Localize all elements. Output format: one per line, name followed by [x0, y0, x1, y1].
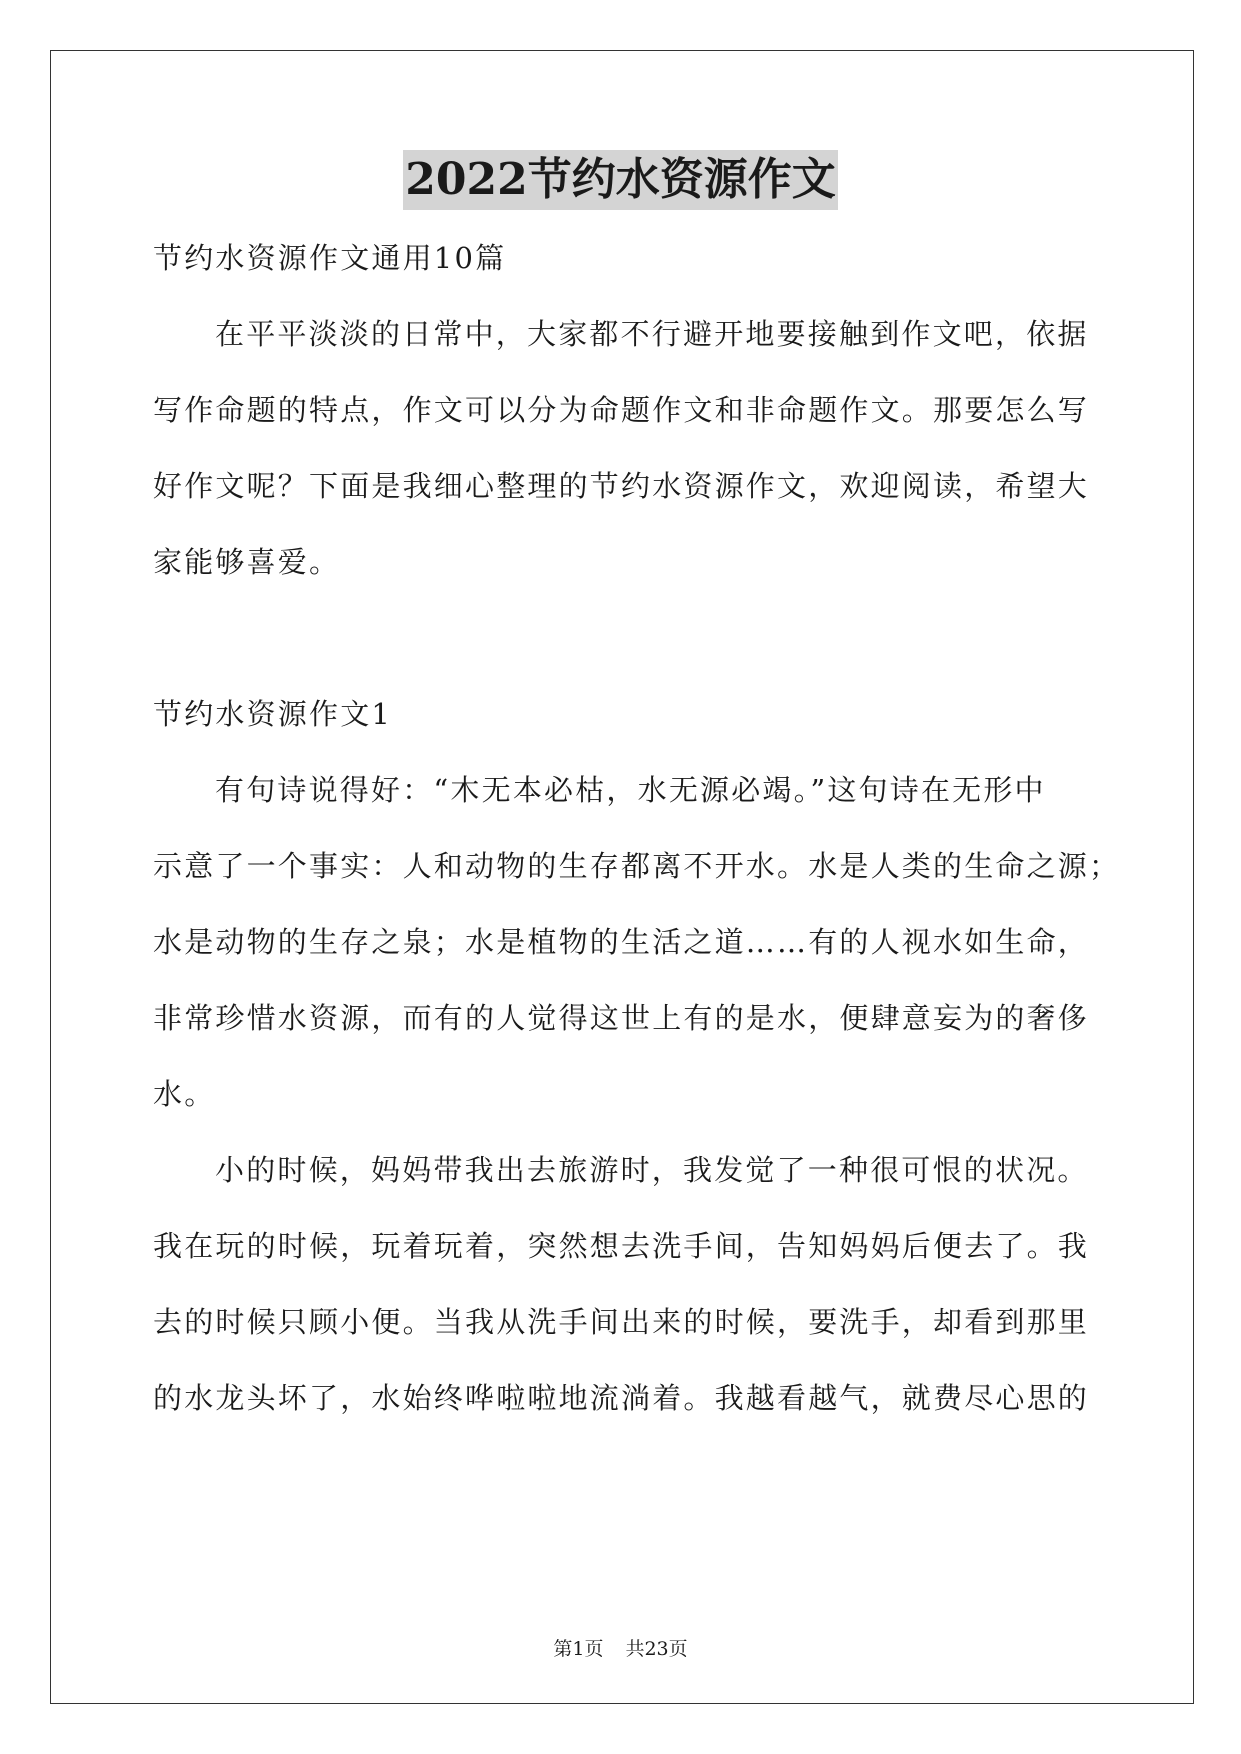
- blank-line: [153, 606, 1095, 682]
- text-line: 示意了一个事实：人和动物的生存都离不开水。水是人类的生命之源；: [153, 849, 1121, 883]
- document-title: 2022节约水资源作文: [403, 150, 837, 210]
- text-line: 好作文呢？下面是我细心整理的节约水资源作文，欢迎阅读，希望大: [153, 469, 1090, 503]
- text-line: 我在玩的时候，玩着玩着，突然想去洗手间，告知妈妈后便去了。我: [153, 1229, 1090, 1263]
- page-number: 第1页: [553, 1638, 604, 1660]
- text-line: 小的时候，妈妈带我出去旅游时，我发觉了一种很可恨的状况。: [215, 1153, 1089, 1187]
- title-container: [0, 150, 1241, 210]
- text-line: 的水龙头坏了，水始终哗啦啦地流淌着。我越看越气，就费尽心思的: [153, 1381, 1090, 1415]
- text-line: 家能够喜爱。: [153, 545, 341, 579]
- text-line: 有句诗说得好：“木无本必枯，水无源必竭。”这句诗在无形中: [215, 773, 1046, 807]
- section-heading: 节约水资源作文1: [153, 697, 393, 731]
- text-line: 节约水资源作文通用10篇: [153, 241, 507, 275]
- document-body: [153, 226, 1121, 1442]
- text-line: 水。: [153, 1077, 216, 1111]
- text-line: 写作命题的特点，作文可以分为命题作文和非命题作文。那要怎么写: [153, 393, 1090, 427]
- page-footer: [0, 1634, 1241, 1661]
- page-total: 共23页: [625, 1638, 688, 1660]
- text-line: 非常珍惜水资源，而有的人觉得这世上有的是水，便肆意妄为的奢侈: [153, 1001, 1090, 1035]
- text-line: 去的时候只顾小便。当我从洗手间出来的时候，要洗手，却看到那里: [153, 1305, 1090, 1339]
- text-line: 水是动物的生存之泉；水是植物的生活之道……有的人视水如生命，: [153, 925, 1090, 959]
- text-line: 在平平淡淡的日常中，大家都不行避开地要接触到作文吧，依据: [215, 317, 1089, 351]
